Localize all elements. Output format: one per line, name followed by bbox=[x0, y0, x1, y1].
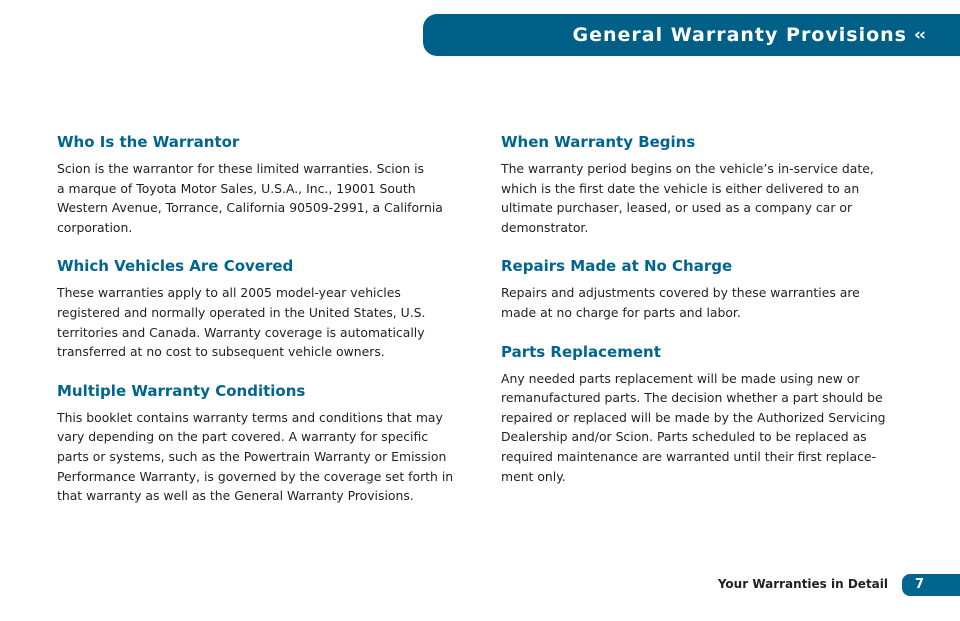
section-parts-replacement bbox=[501, 342, 901, 487]
body-line: corporation. bbox=[57, 219, 133, 235]
page-title: General Warranty Provisions bbox=[572, 24, 907, 46]
left-column bbox=[57, 132, 461, 525]
body-line: ultimate purchaser, leased, or used as a company car or bbox=[501, 200, 853, 216]
body-line: territories and Canada. Warranty coverage is automatically bbox=[57, 324, 425, 340]
section-heading: Parts Replacement bbox=[501, 342, 661, 361]
body-line: registered and normally operated in the United States, U.S. bbox=[57, 304, 426, 320]
body-line: a marque of Toyota Motor Sales, U.S.A., Inc., 19001 South bbox=[57, 180, 416, 196]
section-heading: When Warranty Begins bbox=[501, 133, 696, 151]
section-body bbox=[501, 369, 901, 487]
body-line: remanufactured parts. The decision whether a part should be bbox=[501, 390, 883, 406]
page-header-tab bbox=[423, 14, 960, 56]
section-heading: Multiple Warranty Conditions bbox=[57, 381, 306, 400]
section-body bbox=[57, 408, 461, 506]
body-line: The warranty period begins on the vehicle’s in-service date, bbox=[501, 161, 874, 176]
right-column bbox=[501, 132, 901, 505]
body-line: This booklet contains warranty terms and conditions that may bbox=[57, 409, 443, 425]
section-body bbox=[57, 283, 461, 361]
double-chevron-left-icon: ‹‹ bbox=[913, 25, 924, 45]
section-which-vehicles-are-covered bbox=[57, 256, 461, 361]
body-line: These warranties apply to all 2005 model-year vehicles bbox=[57, 285, 401, 301]
body-line: repaired or replaced will be made by the Authorized Servicing bbox=[501, 409, 886, 425]
section-when-warranty-begins bbox=[501, 132, 901, 237]
body-line: vary depending on the part covered. A warranty for specific bbox=[57, 429, 429, 445]
section-body bbox=[57, 159, 461, 237]
body-line: Dealership and/or Scion. Parts scheduled to be replaced as bbox=[501, 429, 867, 445]
body-line: required maintenance are warranted until their first replace- bbox=[501, 448, 876, 464]
body-line: Western Avenue, Torrance, California 90509-2991, a California bbox=[57, 200, 443, 216]
body-line: that warranty as well as the General Warranty Provisions. bbox=[57, 488, 414, 504]
section-heading: Which Vehicles Are Covered bbox=[57, 257, 294, 276]
section-repairs-made-at-no-charge bbox=[501, 256, 901, 322]
footer-section-label: Your Warranties in Detail bbox=[717, 577, 888, 591]
section-heading: Who Is the Warrantor bbox=[57, 133, 240, 151]
body-line: Any needed parts replacement will be made using new or bbox=[501, 370, 860, 386]
section-body bbox=[501, 159, 901, 237]
body-line: Repairs and adjustments covered by these warranties are bbox=[501, 285, 860, 301]
section-multiple-warranty-conditions bbox=[57, 381, 461, 506]
body-line: ment only. bbox=[501, 468, 566, 484]
body-line: parts or systems, such as the Powertrain Warranty or Emission bbox=[57, 448, 447, 464]
body-line: made at no charge for parts and labor. bbox=[501, 304, 741, 320]
body-line: Scion is the warrantor for these limited warranties. Scion is bbox=[57, 161, 425, 176]
body-line: demonstrator. bbox=[501, 219, 589, 235]
section-who-is-the-warrantor bbox=[57, 132, 461, 237]
body-line: transferred at no cost to subsequent vehicle owners. bbox=[57, 344, 385, 360]
section-heading: Repairs Made at No Charge bbox=[501, 257, 733, 276]
body-line: which is the first date the vehicle is either delivered to an bbox=[501, 180, 860, 196]
section-body bbox=[501, 283, 901, 322]
body-line: Performance Warranty, is governed by the coverage set forth in bbox=[57, 468, 454, 484]
page-number-badge: 7 bbox=[902, 574, 960, 596]
